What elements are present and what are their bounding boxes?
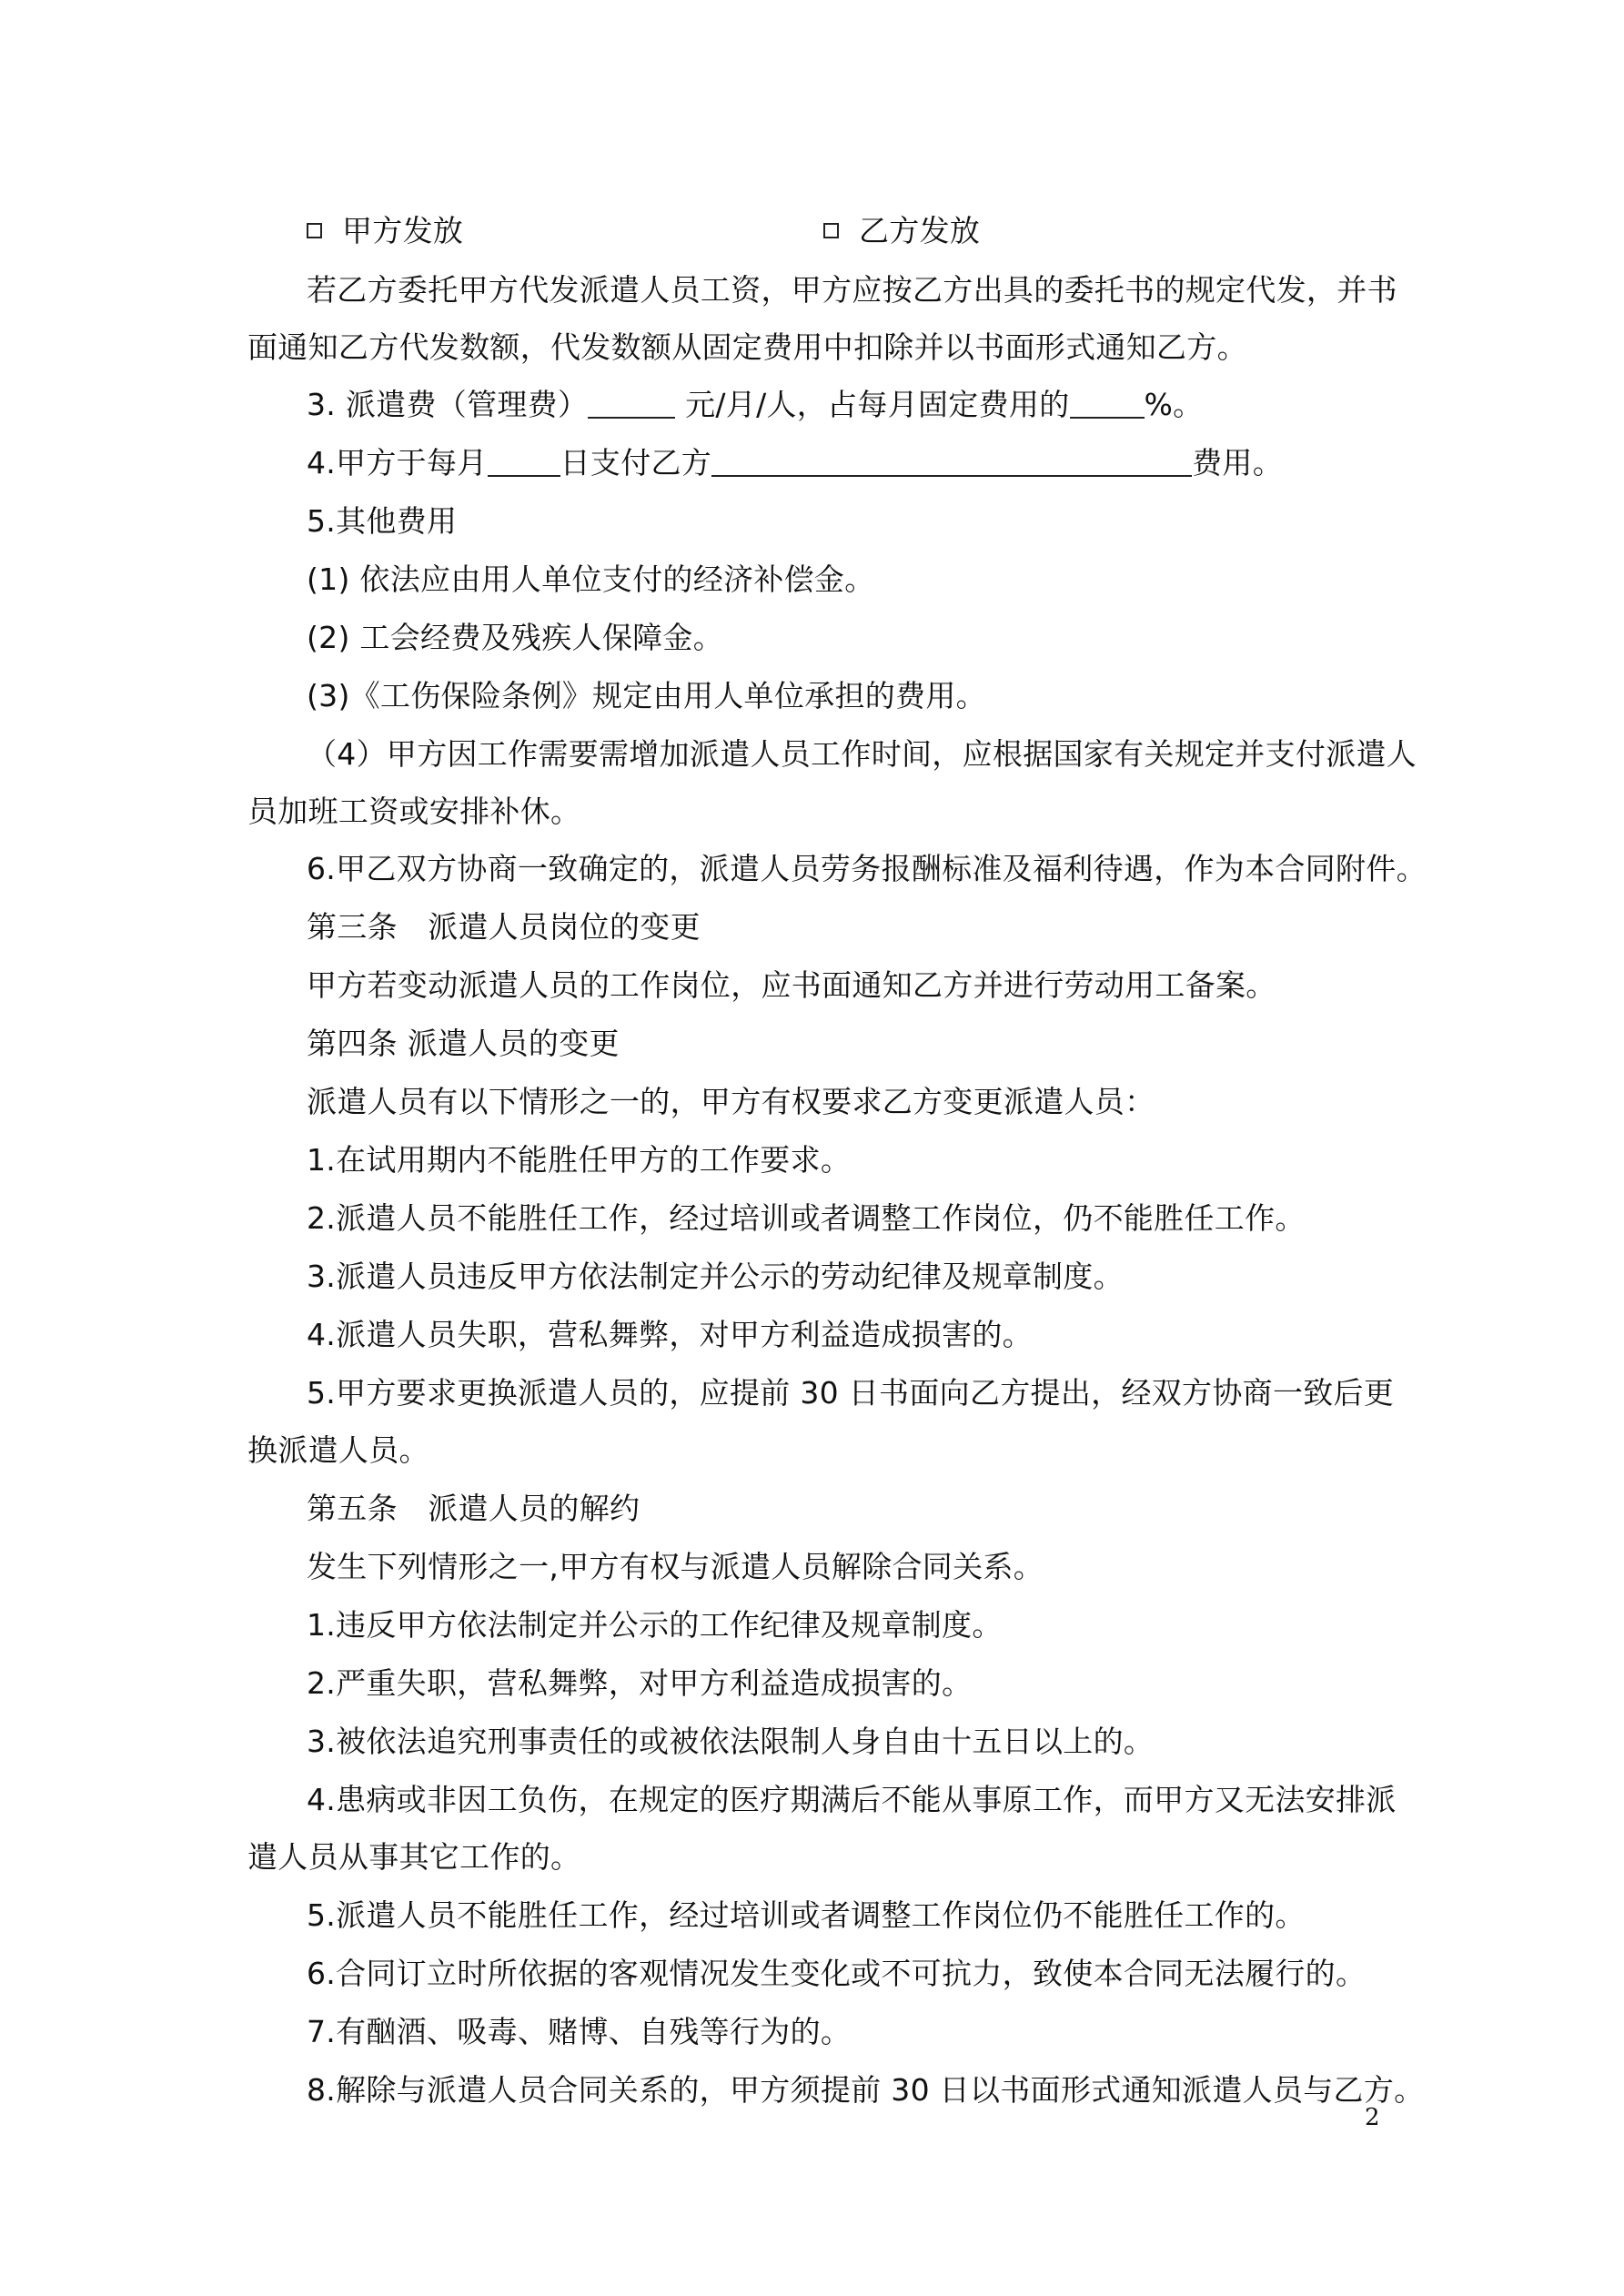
list-item: 5.甲方要求更换派遣人员的，应提前 30 日书面向乙方提出，经双方协商一致后更 bbox=[307, 1375, 1395, 1411]
item-5-heading: 5.其他费用 bbox=[307, 503, 458, 539]
sub-item-3: (3)《工伤保险条例》规定由用人单位承担的费用。 bbox=[307, 678, 986, 713]
list-item: 4.患病或非因工负伤，在规定的医疗期满后不能从事原工作，而甲方又无法安排派 bbox=[307, 1782, 1397, 1817]
payment-options bbox=[307, 211, 981, 251]
article-5-title: 第五条 派遣人员的解约 bbox=[307, 1491, 641, 1526]
list-item: 3.派遣人员违反甲方依法制定并公示的劳动纪律及规章制度。 bbox=[307, 1259, 1124, 1294]
checkbox-icon[interactable] bbox=[307, 223, 322, 238]
list-item: 6.合同订立时所依据的客观情况发生变化或不可抗力，致使本合同无法履行的。 bbox=[307, 1956, 1367, 1991]
item-3-fee: 3. 派遣费（管理费） 元/月/人，占每月固定费用的 %。 bbox=[307, 387, 1204, 422]
sub-item-2: (2) 工会经费及残疾人保障金。 bbox=[307, 620, 724, 655]
article-3-body: 甲方若变动派遣人员的工作岗位，应书面通知乙方并进行劳动用工备案。 bbox=[307, 967, 1276, 1003]
sub-item-4-line: （4）甲方因工作需要需增加派遣人员工作时间，应根据国家有关规定并支付派遣人 bbox=[307, 736, 1417, 772]
list-item-continued: 换派遣人员。 bbox=[247, 1432, 429, 1468]
list-item: 4.派遣人员失职，营私舞弊，对甲方利益造成损害的。 bbox=[307, 1317, 1033, 1352]
list-item: 1.违反甲方依法制定并公示的工作纪律及规章制度。 bbox=[307, 1607, 1003, 1643]
list-item: 5.派遣人员不能胜任工作，经过培训或者调整工作岗位仍不能胜任工作的。 bbox=[307, 1897, 1306, 1933]
list-item: 2.严重失职，营私舞弊，对甲方利益造成损害的。 bbox=[307, 1665, 973, 1701]
blank-fee-percent[interactable] bbox=[1070, 389, 1145, 419]
blank-pay-day[interactable] bbox=[488, 448, 560, 477]
article-4-title: 第四条 派遣人员的变更 bbox=[307, 1026, 620, 1061]
sub-item-1: (1) 依法应由用人单位支付的经济补偿金。 bbox=[307, 561, 875, 597]
list-item: 2.派遣人员不能胜任工作，经过培训或者调整工作岗位，仍不能胜任工作。 bbox=[307, 1200, 1306, 1236]
list-item: 3.被依法追究刑事责任的或被依法限制人身自由十五日以上的。 bbox=[307, 1724, 1155, 1759]
item-4-payment: 4.甲方于每月 日支付乙方 费用。 bbox=[307, 445, 1283, 480]
option-party-b[interactable]: 乙方发放 bbox=[823, 211, 980, 251]
sub-item-4-line: 员加班工资或安排补休。 bbox=[247, 794, 581, 829]
article-4-intro: 派遣人员有以下情形之一的，甲方有权要求乙方变更派遣人员： bbox=[307, 1084, 1155, 1119]
article-3-title: 第三条 派遣人员岗位的变更 bbox=[307, 909, 701, 945]
paragraph-line: 面通知乙方代发数额，代发数额从固定费用中扣除并以书面形式通知乙方。 bbox=[247, 329, 1247, 365]
list-item-continued: 遣人员从事其它工作的。 bbox=[247, 1839, 581, 1875]
article-5-intro: 发生下列情形之一,甲方有权与派遣人员解除合同关系。 bbox=[307, 1549, 1044, 1584]
blank-fee-amount[interactable] bbox=[588, 389, 675, 419]
list-item: 1.在试用期内不能胜任甲方的工作要求。 bbox=[307, 1142, 852, 1178]
item-6: 6.甲乙双方协商一致确定的，派遣人员劳务报酬标准及福利待遇，作为本合同附件。 bbox=[307, 851, 1427, 886]
blank-pay-item[interactable] bbox=[711, 448, 1192, 477]
list-item: 7.有酗酒、吸毒、赌博、自残等行为的。 bbox=[307, 2014, 852, 2049]
page-number: 2 bbox=[1365, 2104, 1380, 2131]
paragraph-line: 若乙方委托甲方代发派遣人员工资，甲方应按乙方出具的委托书的规定代发，并书 bbox=[307, 272, 1397, 308]
option-party-a[interactable]: 甲方发放 bbox=[307, 213, 463, 248]
list-item: 8.解除与派遣人员合同关系的，甲方须提前 30 日以书面形式通知派遣人员与乙方。 bbox=[307, 2072, 1425, 2108]
checkbox-icon[interactable] bbox=[823, 223, 839, 238]
